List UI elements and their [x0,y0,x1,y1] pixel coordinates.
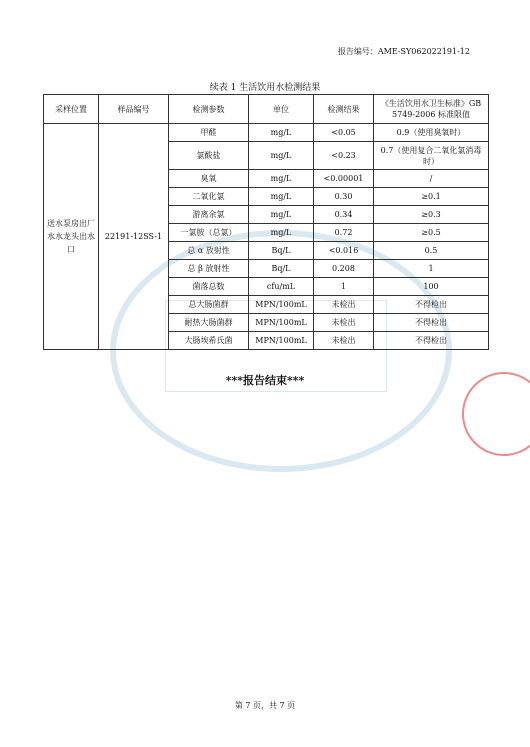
cell-unit: Bq/L [249,242,314,260]
cell-param: 游离余氯 [169,206,249,224]
cell-result: <0.23 [314,142,374,170]
cell-unit: MPN/100mL [249,296,314,314]
cell-limit: / [374,170,489,188]
cell-result: <0.016 [314,242,374,260]
cell-result: 0.72 [314,224,374,242]
header-result: 检测结果 [314,95,374,124]
cell-unit: mg/L [249,124,314,142]
cell-result: 未检出 [314,332,374,350]
cell-result: <0.00001 [314,170,374,188]
cell-unit: MPN/100mL [249,332,314,350]
cell-param: 大肠埃希氏菌 [169,332,249,350]
cell-result: 0.208 [314,260,374,278]
cell-limit: 不得检出 [374,332,489,350]
page-number: 第 7 页，共 7 页 [234,701,296,710]
cell-result: 未检出 [314,314,374,332]
table-header-row [44,95,489,124]
cell-limit: 不得检出 [374,296,489,314]
table-row [44,124,489,142]
cell-limit: 1 [374,260,489,278]
cell-limit: ≥0.3 [374,206,489,224]
cell-param: 耐热大肠菌群 [169,314,249,332]
cell-limit: ≥0.1 [374,188,489,206]
cell-param: 二氧化氯 [169,188,249,206]
cell-result: 1 [314,278,374,296]
cell-limit: 0.5 [374,242,489,260]
table-title: 续表 1 生活饮用水检测结果 [209,83,321,93]
cell-unit: mg/L [249,170,314,188]
cell-param: 臭氧 [169,170,249,188]
cell-sample-id: 22191-12SS-1 [99,124,169,350]
cell-limit: 不得检出 [374,314,489,332]
results-table [43,94,489,350]
cell-param: 总 β 放射性 [169,260,249,278]
cell-param: 总大肠菌群 [169,296,249,314]
cell-limit: 100 [374,278,489,296]
header-limit: 《生活饮用水卫生标准》GB 5749-2006 标准限值 [374,95,489,124]
cell-location: 送水泵房出厂水水龙头出水口 [44,124,99,350]
header-unit: 单位 [249,95,314,124]
cell-limit: 0.9（使用臭氧时） [374,124,489,142]
cell-param: 甲醛 [169,124,249,142]
cell-unit: cfu/mL [249,278,314,296]
header-sample-id: 样品编号 [99,95,169,124]
cell-unit: mg/L [249,224,314,242]
cell-result: 0.34 [314,206,374,224]
cell-unit: Bq/L [249,260,314,278]
cell-unit: mg/L [249,142,314,170]
cell-unit: mg/L [249,206,314,224]
cell-param: 一氯胺（总氯） [169,224,249,242]
cell-param: 氯酸盐 [169,142,249,170]
report-number: 报告编号：AME-SY062022191-12 [337,47,470,56]
cell-param: 总 α 放射性 [169,242,249,260]
cell-limit: 0.7（使用复合二氧化氯消毒时） [374,142,489,170]
cell-unit: MPN/100mL [249,314,314,332]
cell-param: 菌落总数 [169,278,249,296]
cell-limit: ≥0.5 [374,224,489,242]
header-location: 采样位置 [44,95,99,124]
report-end: ***报告结束*** [225,374,305,387]
cell-result: 0.30 [314,188,374,206]
cell-result: <0.05 [314,124,374,142]
cell-unit: mg/L [249,188,314,206]
header-parameter: 检测参数 [169,95,249,124]
cell-result: 未检出 [314,296,374,314]
